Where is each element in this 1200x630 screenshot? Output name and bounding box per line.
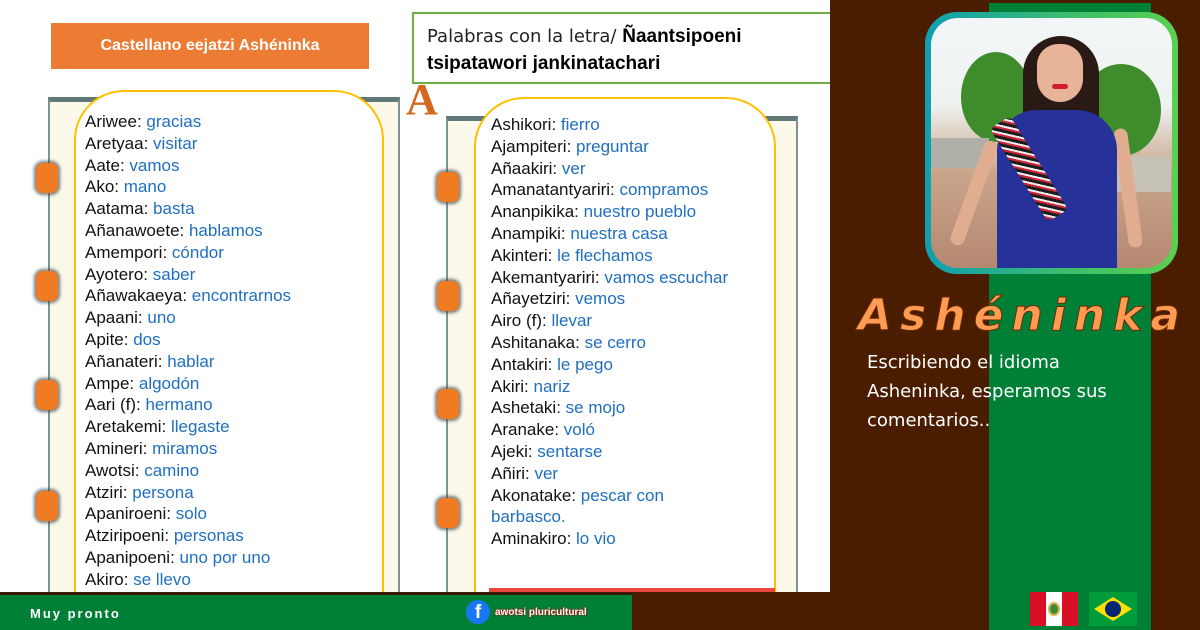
language-label: Castellano eejatzi Ashéninka: [51, 23, 369, 69]
vocab-item: Awotsi: camino: [85, 460, 200, 480]
binder-ring-icon: [36, 491, 58, 521]
section-title-bold-2: tsipatawori jankinatachari: [427, 53, 661, 74]
vocab-item: Ashetaki: se mojo: [491, 398, 626, 418]
vocab-item: Añanateri: hablar: [85, 351, 215, 371]
vocab-item: Añaakiri: ver: [491, 158, 586, 178]
brand-subtitle: Escribiendo el idioma Asheninka, esperamos sus comentarios..: [867, 352, 1107, 431]
vocab-item: Ayotero: saber: [85, 264, 196, 284]
vocab-item: Ajampiteri: preguntar: [491, 136, 649, 156]
vocab-item: Añanawoete: hablamos: [85, 220, 263, 240]
brazil-globe-icon: [1105, 601, 1121, 617]
vocab-item: Ajeki: sentarse: [491, 441, 603, 461]
vocab-item: Amempori: cóndor: [85, 242, 224, 262]
binder-ring-icon: [437, 498, 459, 528]
vocab-item: Akonatake: pescar con: [491, 485, 664, 505]
vocab-item: Antakiri: le pego: [491, 354, 613, 374]
vocab-item: Añawakaeya: encontrarnos: [85, 286, 292, 306]
vocab-item: Ako: mano: [85, 177, 167, 197]
portrait-photo: [931, 18, 1172, 268]
vocab-item: Aretyaa: visitar: [85, 133, 198, 153]
binder-ring-icon: [36, 163, 58, 193]
binder-ring-icon: [437, 389, 459, 419]
vocab-item: Apaani: uno: [85, 308, 176, 328]
vocab-item: Akiri: nariz: [491, 376, 571, 396]
facebook-page-name: awotsi pluricultural: [495, 606, 587, 618]
footer-bar: [0, 592, 632, 630]
vocab-item: Ashitanaka: se cerro: [491, 332, 646, 352]
vocab-item: Airo (f): llevar: [491, 311, 593, 331]
vocab-item: Ananpikika: nuestro pueblo: [491, 202, 697, 222]
vocab-item: Ampe: algodón: [85, 373, 200, 393]
vocab-item: Akinteri: le flechamos: [491, 245, 653, 265]
vocab-item: Atziripoeni: personas: [85, 526, 244, 546]
vocab-item: Aminakiro: lo vio: [491, 529, 616, 549]
section-title-bold-1: Ñaantsipoeni: [622, 26, 742, 47]
binder-ring-icon: [437, 281, 459, 311]
vocab-item: Ashikori: fierro: [491, 115, 600, 134]
vocab-list-left: [85, 111, 291, 591]
vocab-item: Atziri: persona: [85, 482, 194, 502]
vocab-item: Amineri: miramos: [85, 438, 218, 458]
vocab-item: Añayetziri: vemos: [491, 289, 626, 309]
vocab-item: Aatama: basta: [85, 199, 195, 219]
section-title: [412, 12, 830, 84]
vocab-item: Ariwee: gracias: [85, 112, 202, 131]
photo-frame: [925, 12, 1178, 274]
vocab-item: Akiro: se llevo: [85, 569, 191, 589]
person-lips: [1052, 84, 1068, 89]
brazil-flag-icon: [1089, 592, 1137, 626]
vocab-item: Anampiki: nuestra casa: [491, 223, 668, 243]
peru-flag-icon: [1030, 592, 1078, 626]
vocab-item: Akemantyariri: vamos escuchar: [491, 267, 729, 287]
vocab-item: Amanatantyariri: compramos: [491, 180, 709, 200]
section-title-prefix: Palabras con la letra/: [427, 26, 623, 47]
facebook-icon: f: [466, 600, 490, 624]
vocab-item: Apanipoeni: uno por uno: [85, 547, 271, 567]
vocab-item: Aari (f): hermano: [85, 395, 213, 415]
binder-ring-icon: [437, 172, 459, 202]
brand-title: Ashéninka: [858, 290, 1189, 341]
binder-ring-icon: [36, 271, 58, 301]
facebook-page-link[interactable]: [466, 600, 587, 624]
vocab-item: barbasco.: [491, 507, 566, 527]
vocab-item: Apite: dos: [85, 329, 161, 349]
vocab-item: Apaniroeni: solo: [85, 504, 207, 524]
coming-soon-label: Muy pronto: [30, 606, 121, 621]
vocab-item: Aranake: voló: [491, 420, 595, 440]
binder-ring-icon: [36, 380, 58, 410]
vocab-item: Aretakemi: llegaste: [85, 417, 230, 437]
peru-crest-icon: [1048, 602, 1060, 616]
person-face: [1037, 44, 1083, 102]
vocab-list-right: [491, 114, 728, 550]
section-letter: A: [406, 75, 438, 124]
vocab-item: Añiri: ver: [491, 463, 559, 483]
vocab-item: Aate: vamos: [85, 155, 180, 175]
